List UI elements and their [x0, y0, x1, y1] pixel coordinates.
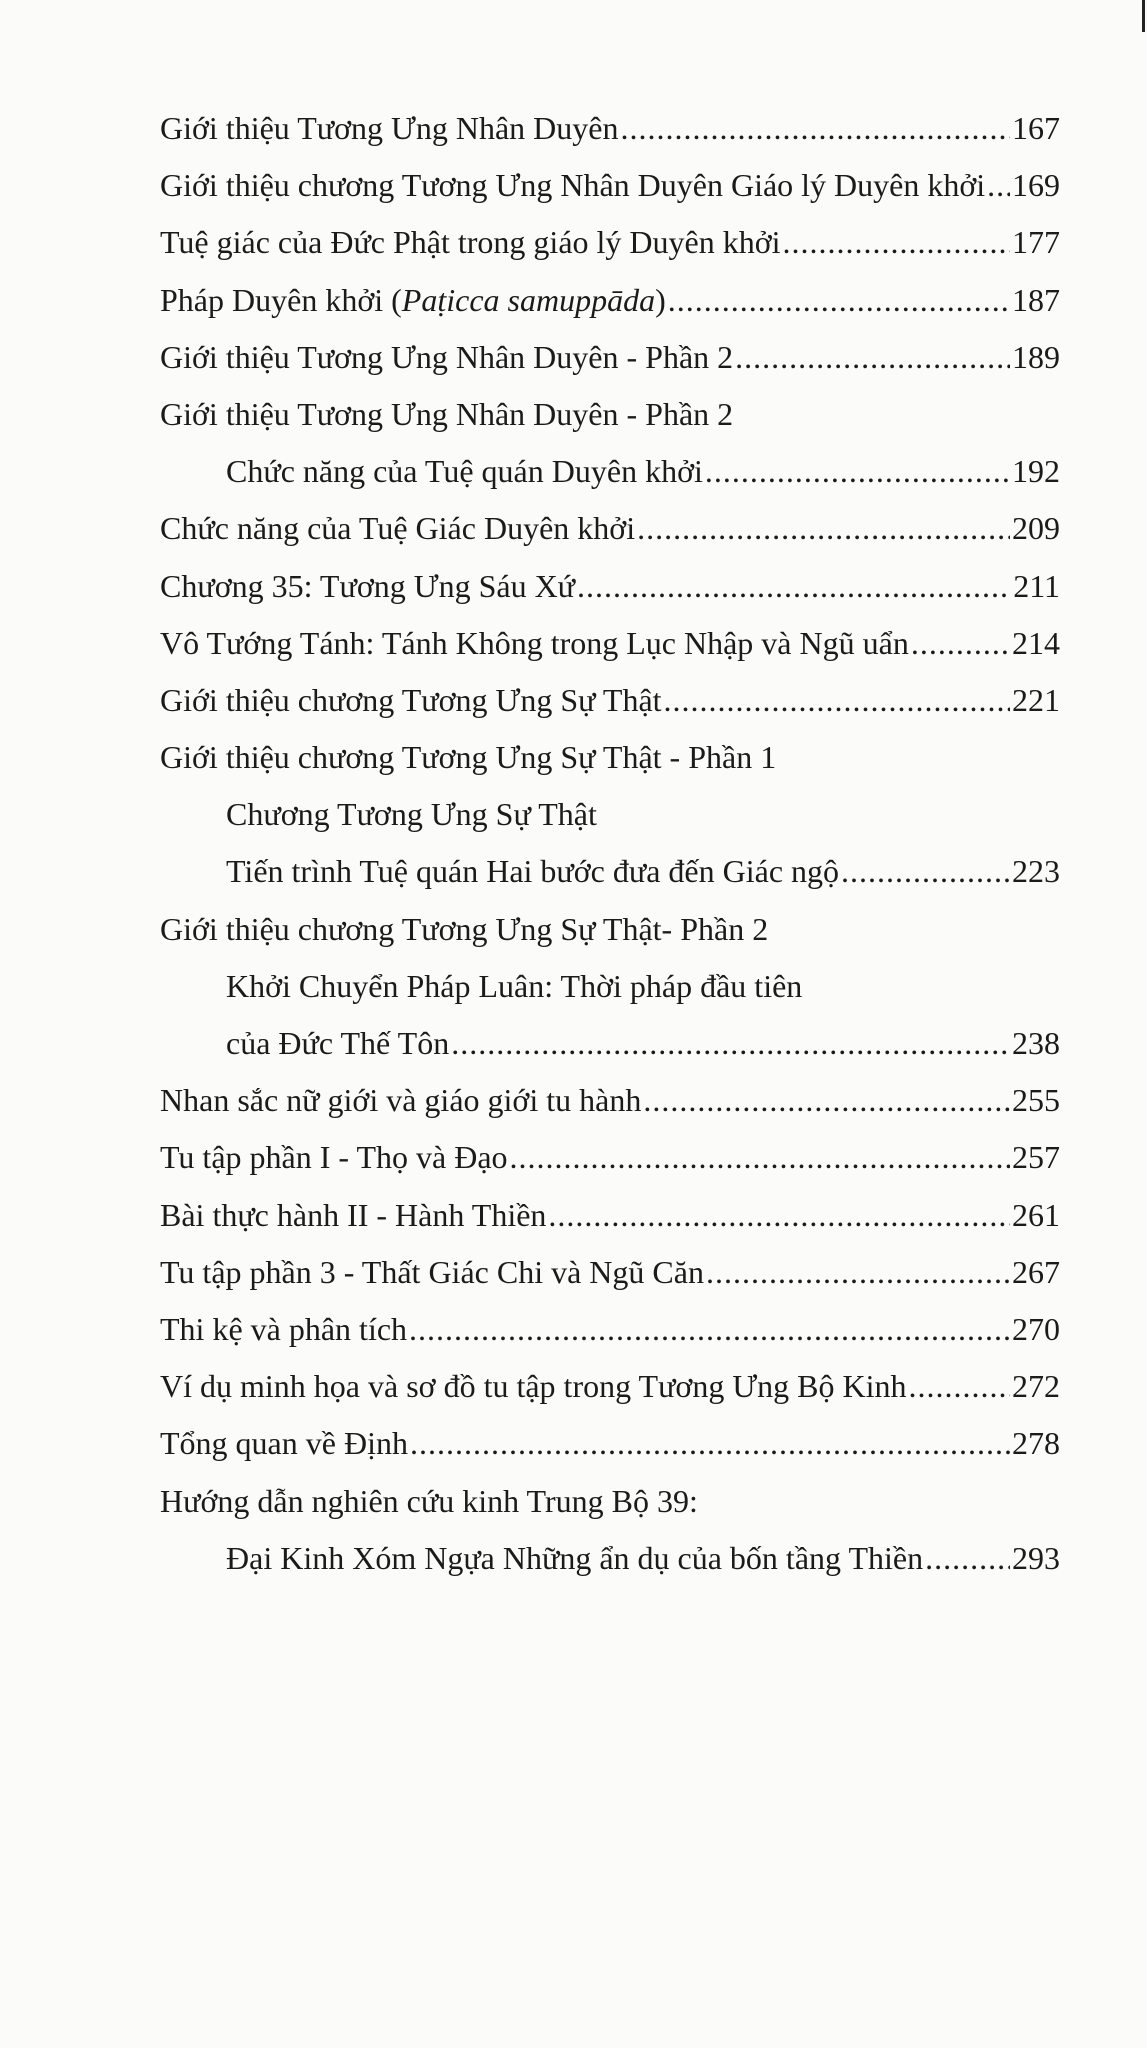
toc-entry-title: Chức năng của Tuệ quán Duyên khởi: [226, 453, 703, 490]
toc-entry: [160, 500, 1060, 557]
dot-leader: [409, 1301, 1010, 1358]
toc-entry-title-prefix: Pháp Duyên khởi (: [160, 281, 402, 318]
toc-entry-page-number: 221: [1012, 681, 1060, 718]
toc-entry-title: Giới thiệu Tương Ưng Nhân Duyên - Phần 2: [160, 395, 734, 432]
toc-entry-page-number: 272: [1012, 1368, 1060, 1405]
toc-entry-title: [160, 272, 666, 329]
toc-entry-title: Giới thiệu chương Tương Ưng Sự Thật: [160, 681, 662, 718]
toc-entry: [160, 843, 1060, 900]
dot-leader: [548, 1187, 1010, 1244]
toc-entry-title: Khởi Chuyển Pháp Luân: Thời pháp đầu tiên: [226, 967, 803, 1004]
toc-entry: [160, 1187, 1060, 1244]
toc-entry: [160, 958, 1060, 1015]
toc-entry: [160, 1358, 1060, 1415]
toc-entry: [160, 386, 1060, 443]
page-edge-mark: [1142, 0, 1145, 32]
dot-leader: [664, 672, 1010, 729]
toc-entry: [160, 1072, 1060, 1129]
toc-entry: [160, 1415, 1060, 1472]
toc-entry: [160, 1129, 1060, 1186]
toc-entry: [160, 1473, 1060, 1530]
dot-leader: [705, 443, 1010, 500]
toc-entry-page-number: 267: [1012, 1253, 1060, 1290]
toc-entry: [160, 901, 1060, 958]
toc-entry-title: Tuệ giác của Đức Phật trong giáo lý Duyên khởi: [160, 224, 781, 261]
toc-entry: [160, 1015, 1060, 1072]
table-of-contents: [160, 100, 1060, 1587]
dot-leader: [987, 157, 1010, 214]
dot-leader: [783, 214, 1010, 271]
toc-entry-title: Đại Kinh Xóm Ngựa Những ẩn dụ của bốn tầng Thiền: [226, 1539, 924, 1576]
toc-entry: [160, 672, 1060, 729]
toc-entry-title: Tu tập phần I - Thọ và Đạo: [160, 1139, 508, 1176]
toc-entry: [160, 786, 1060, 843]
toc-entry-title: Chương Tương Ưng Sự Thật: [226, 796, 597, 833]
dot-leader: [410, 1415, 1010, 1472]
toc-entry-page-number: 214: [1012, 624, 1060, 661]
toc-entry-title: Giới thiệu chương Tương Ưng Sự Thật- Phần 2: [160, 910, 769, 947]
toc-entry-title: Tu tập phần 3 - Thất Giác Chi và Ngũ Căn: [160, 1253, 704, 1290]
dot-leader: [637, 500, 1010, 557]
toc-entry-page-number: 187: [1012, 281, 1060, 318]
toc-entry: [160, 100, 1060, 157]
toc-entry-title: Tổng quan về Định: [160, 1425, 408, 1462]
dot-leader: [735, 329, 1010, 386]
toc-entry-page-number: 177: [1012, 224, 1060, 261]
toc-entry-title: Giới thiệu chương Tương Ưng Nhân Duyên Giáo lý Duyên khởi: [160, 167, 986, 204]
toc-entry-title: Giới thiệu chương Tương Ưng Sự Thật - Phần 1: [160, 739, 777, 776]
dot-leader: [706, 1244, 1010, 1301]
toc-entry-title: Chương 35: Tương Ưng Sáu Xứ: [160, 567, 576, 604]
toc-entry-page-number: 255: [1012, 1082, 1060, 1119]
toc-entry-page-number: 270: [1012, 1310, 1060, 1347]
toc-entry-page-number: 238: [1012, 1025, 1060, 1061]
toc-entry: [160, 1244, 1060, 1301]
dot-leader: [451, 1015, 1010, 1072]
toc-entry-title: Thi kệ và phân tích: [160, 1310, 408, 1347]
toc-entry-title: Nhan sắc nữ giới và giáo giới tu hành: [160, 1082, 642, 1119]
toc-entry: [160, 1301, 1060, 1358]
toc-entry-title: Tiến trình Tuệ quán Hai bước đưa đến Giác ngộ: [226, 853, 840, 890]
toc-entry: [160, 729, 1060, 786]
toc-entry-title: Ví dụ minh họa và sơ đồ tu tập trong Tương Ưng Bộ Kinh: [160, 1368, 907, 1405]
toc-entry: [160, 272, 1060, 329]
toc-entry-page-number: 293: [1012, 1539, 1060, 1576]
toc-entry-title: Chức năng của Tuệ Giác Duyên khởi: [160, 510, 636, 547]
toc-entry-title-suffix: ): [655, 281, 666, 318]
toc-entry-page-number: 192: [1012, 453, 1060, 490]
toc-entry-title: Bài thực hành II - Hành Thiền: [160, 1196, 547, 1233]
dot-leader: [925, 1530, 1010, 1587]
toc-entry: [160, 214, 1060, 271]
toc-entry-title: Giới thiệu Tương Ưng Nhân Duyên: [160, 110, 619, 146]
dot-leader: [911, 615, 1010, 672]
dot-leader: [909, 1358, 1011, 1415]
toc-entry-page-number: 261: [1012, 1196, 1060, 1233]
toc-entry-page-number: 209: [1012, 510, 1060, 547]
toc-entry: [160, 558, 1060, 615]
toc-entry-page-number: 257: [1012, 1139, 1060, 1176]
toc-entry-page-number: 167: [1012, 110, 1060, 146]
toc-entry-page-number: 223: [1012, 853, 1060, 890]
toc-entry-page-number: 278: [1012, 1425, 1060, 1462]
dot-leader: [510, 1129, 1010, 1186]
toc-entry: [160, 615, 1060, 672]
toc-entry-title: Hướng dẫn nghiên cứu kinh Trung Bộ 39:: [160, 1482, 698, 1519]
toc-entry-title-italic: Paṭicca samuppāda: [401, 281, 656, 318]
toc-entry-title: Giới thiệu Tương Ưng Nhân Duyên - Phần 2: [160, 338, 734, 375]
dot-leader: [620, 100, 1010, 157]
toc-entry-title: của Đức Thế Tôn: [226, 1025, 450, 1061]
toc-entry: [160, 329, 1060, 386]
toc-entry-page-number: 211: [1013, 567, 1060, 604]
toc-entry: [160, 443, 1060, 500]
toc-entry-page-number: 189: [1012, 338, 1060, 375]
toc-entry: [160, 1530, 1060, 1587]
dot-leader: [668, 272, 1010, 329]
toc-entry-title: Vô Tướng Tánh: Tánh Không trong Lục Nhập và Ngũ uẩn: [160, 624, 909, 661]
toc-entry: [160, 157, 1060, 214]
dot-leader: [577, 558, 1011, 615]
dot-leader: [841, 843, 1010, 900]
toc-entry-page-number: 169: [1012, 167, 1060, 204]
dot-leader: [643, 1072, 1010, 1129]
